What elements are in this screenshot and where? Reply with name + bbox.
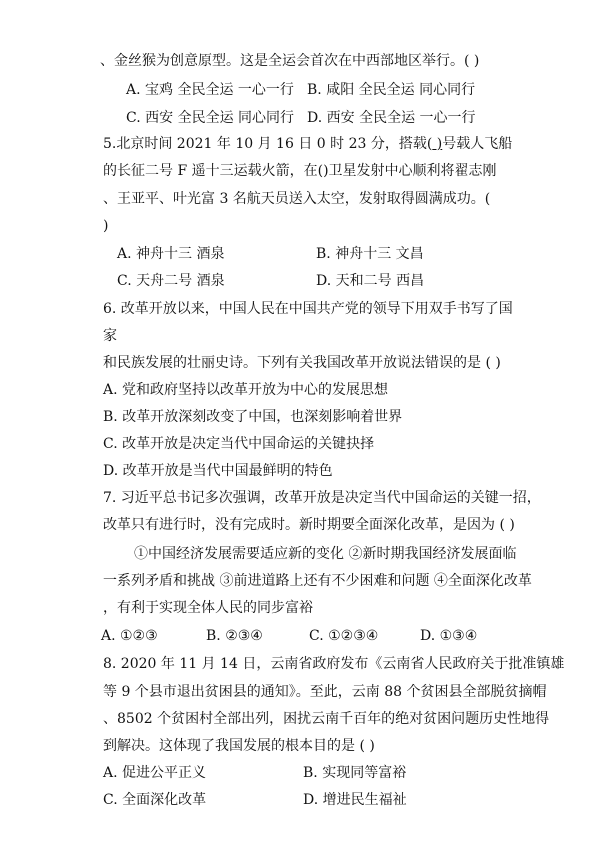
q6-option-c: C. 改革开放是决定当代中国命运的关键抉择 — [103, 436, 375, 452]
q7-line-3: ①中国经济发展需要适应新的变化 ②新时期我国经济发展面临 — [134, 546, 517, 562]
q5-line-1-a: 5.北京时间 2021 年 10 月 16 日 0 时 23 分，搭载( — [103, 136, 433, 152]
q8-line-4: 到解决。这体现了我国发展的根本目的是 ( ) — [103, 738, 375, 754]
q7-option-c: C. ①②③④ — [309, 628, 379, 644]
q8-option-a: A. 促进公平正义 — [103, 765, 207, 781]
q5-line-3: 、王亚平、叶光富 3 名航天员送入太空，发射取得圆满成功。( — [103, 191, 491, 207]
q7-line-1: 7. 习近平总书记多次强调，改革开放是决定当代中国命运的关键一招， — [103, 490, 541, 506]
q8-option-b: B. 实现同等富裕 — [303, 765, 407, 781]
q6-line-3: 和民族发展的壮丽史诗。下列有关我国改革开放说法错误的是 ( ) — [103, 355, 501, 371]
q5-option-c: C. 天舟二号 酒泉 — [117, 273, 225, 289]
q5-option-a: A. 神舟十三 酒泉 — [117, 246, 225, 262]
q5-option-d: D. 天和二号 西昌 — [316, 273, 425, 289]
q8-option-d: D. 增进民生福祉 — [303, 792, 407, 808]
q5-line-1-b: 号载人飞船 — [442, 136, 513, 152]
q8-option-c: C. 全面深化改革 — [103, 792, 207, 808]
q7-option-b: B. ②③④ — [206, 628, 263, 644]
q5-option-b: B. 神舟十三 文昌 — [316, 246, 424, 262]
q4-option-d: D. 西安 全民全运 一心一行 — [307, 110, 476, 126]
q8-line-3: 、8502 个贫困村全部出列，困扰云南千百年的绝对贫困问题历史性地得 — [103, 711, 550, 727]
q7-line-4: 一系列矛盾和挑战 ③前进道路上还有不少困难和问题 ④全面深化改革 — [103, 573, 532, 589]
q5-answer-blank: ) — [432, 136, 443, 152]
q6-option-a: A. 党和政府坚持以改革开放为中心的发展思想 — [103, 382, 389, 398]
q6-option-d: D. 改革开放是当代中国最鲜明的特色 — [103, 463, 333, 479]
q4-option-a: A. 宝鸡 全民全运 一心一行 — [126, 82, 294, 98]
q5-line-2: 的长征二号 F 遥十三运载火箭，在()卫星发射中心顺利将翟志刚 — [103, 163, 497, 179]
q7-line-2: 改革只有进行时，没有完成时。新时期要全面深化改革，是因为 ( ) — [103, 517, 515, 533]
q8-line-2: 等 9 个县市退出贫困县的通知》。至此，云南 88 个贫困县全部脱贫摘帽 — [103, 684, 547, 700]
q6-option-b: B. 改革开放深刻改变了中国，也深刻影响着世界 — [103, 409, 403, 425]
q4-stem-tail: 、金丝猴为创意原型。这是全运会首次在中西部地区举行。( ) — [100, 53, 480, 69]
q4-option-c: C. 西安 全民全运 同心同行 — [126, 110, 295, 126]
q4-option-b: B. 咸阳 全民全运 同心同行 — [307, 82, 476, 98]
q7-option-d: D. ①③④ — [420, 628, 478, 644]
q7-option-a: A. ①②③ — [101, 628, 158, 644]
q5-line-4: ) — [103, 218, 109, 234]
q6-line-2: 家 — [103, 328, 117, 344]
q7-line-5: ，有利于实现全体人民的同步富裕 — [103, 600, 313, 616]
q8-line-1: 8. 2020 年 11 月 14 日，云南省政府发布《云南省人民政府关于批准镇雄 — [103, 656, 565, 672]
q6-line-1: 6. 改革开放以来，中国人民在中国共产党的领导下用双手书写了国 — [103, 301, 513, 317]
q5-line-1 — [103, 135, 512, 153]
